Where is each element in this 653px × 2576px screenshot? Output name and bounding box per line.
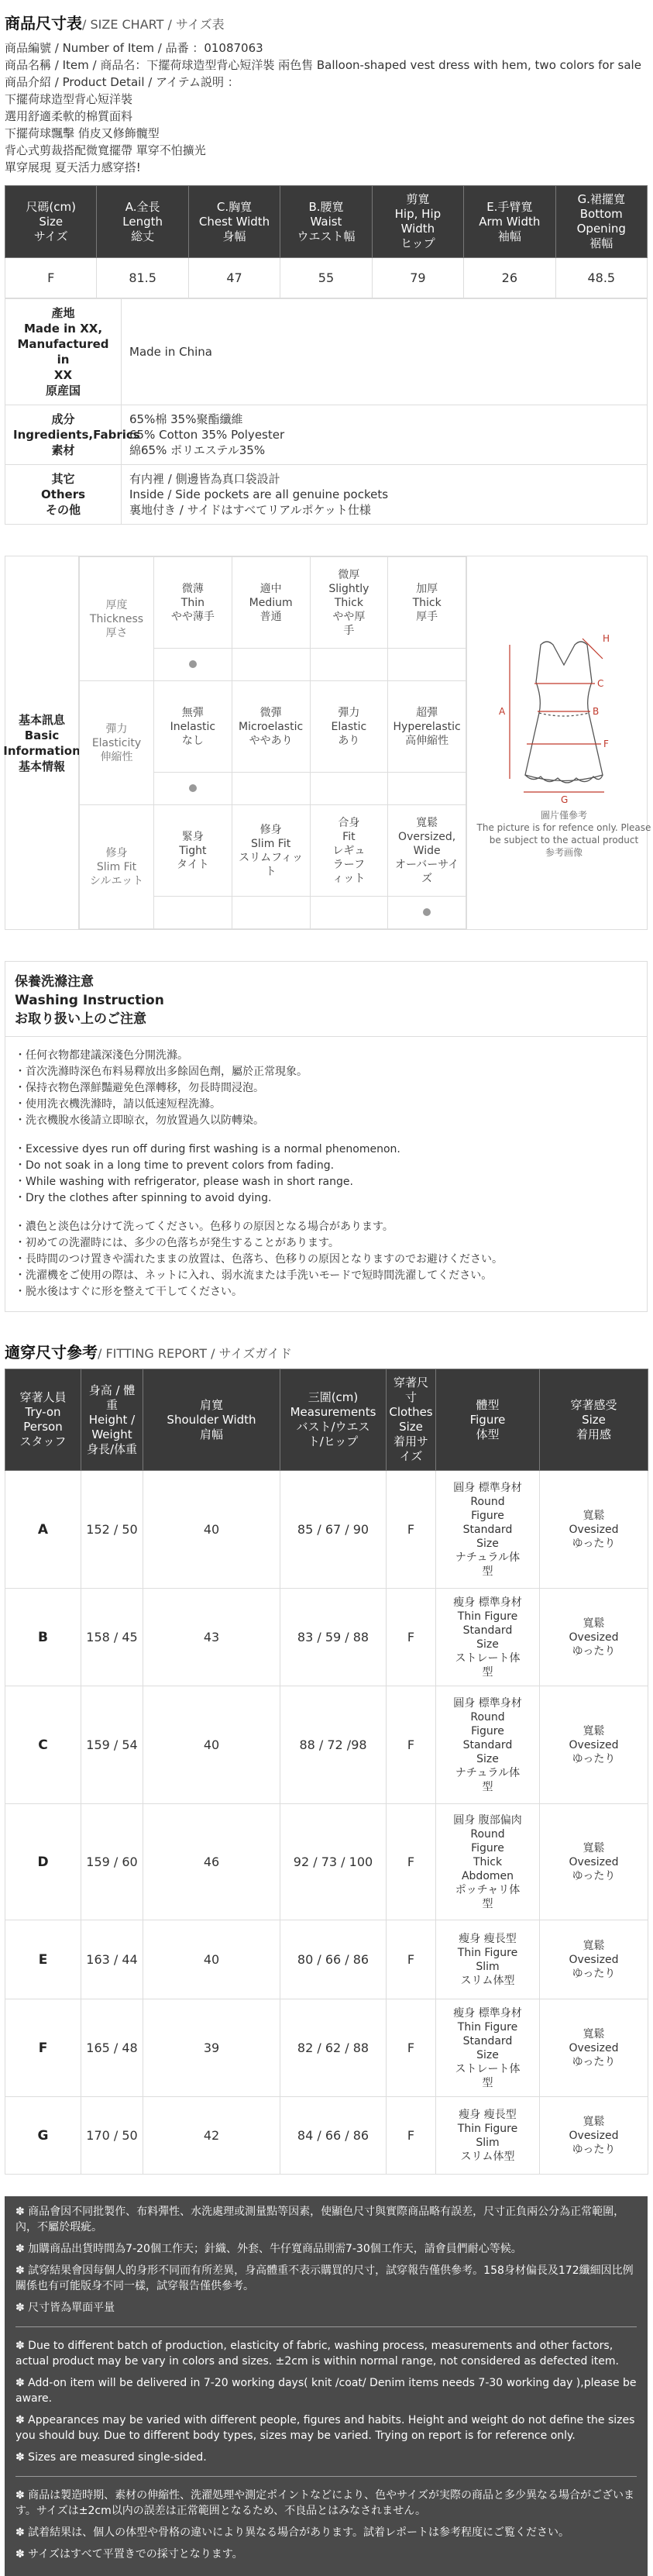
basic-option: 合身 Fit レギュ ラーフ ィット	[310, 805, 388, 897]
fitting-cell: 圓身 標準身材 Round Figure Standard Size ナチュラル体 型	[436, 1471, 540, 1589]
product-info-line: 下擺荷球造型背心短洋裝	[5, 92, 133, 106]
basic-info	[3, 556, 651, 930]
wash-line: ・任何衣物都建議深淺色分開洗滌。	[15, 1049, 188, 1062]
product-info-line: 下擺荷球飄擊 俏皮又修飾髖型	[5, 126, 160, 140]
size-header-cell: 尺碼(cm) Size サイズ	[5, 186, 97, 258]
basic-option: 微彈 Microelastic ややあり	[232, 681, 310, 773]
wash-line: ・保持衣物色澤鮮豔避免色澤轉移，勿長時間浸泡。	[15, 1082, 264, 1094]
fitting-subtitle: / FITTING REPORT / サイズガイド	[98, 1346, 292, 1361]
basic-option-row	[80, 805, 466, 897]
fitting-cell: 92 / 73 / 100	[280, 1804, 387, 1920]
note-line: ✽ 商品は製造時期、素材の伸縮性、洗濯処理や測定ポイントなどにより、色やサイズが実際の商品と多少異なる場合がございます。サイズは±2cm以内の誤差は正常範囲となるため、不良品とはみなされません。	[15, 2489, 635, 2517]
fitting-table-header-row	[5, 1369, 648, 1471]
wash-line: ・Do not soak in a long time to prevent colors from fading.	[15, 1159, 335, 1172]
basic-dot-cell	[232, 897, 310, 929]
note-line: ✽ Due to different batch of production, elasticity of fabric, washing process, measurements and other factors, actual product may be vary in colors and sizes. ±2cm is within normal range, not considered as defected item.	[15, 2340, 619, 2368]
wash-line: ・使用洗衣機洗滌時，請以低速短程洗滌。	[15, 1098, 221, 1111]
fitting-cell: 158 / 45	[81, 1589, 143, 1686]
dress-diagram-icon	[486, 628, 641, 806]
spec-row	[5, 405, 648, 465]
fitting-cell: 82 / 62 / 88	[280, 1999, 387, 2097]
size-cell: 48.5	[555, 258, 647, 298]
fitting-cell: 圓身 腹部偏肉 Round Figure Thick Abdomen ポッチャリ体 型	[436, 1804, 540, 1920]
fitting-cell: 152 / 50	[81, 1471, 143, 1589]
basic-dot-cell	[388, 897, 466, 929]
fitting-cell: 圓身 標準身材 Round Figure Standard Size ナチュラル体 型	[436, 1686, 540, 1804]
fitting-cell: F	[387, 1686, 436, 1804]
fitting-row	[5, 1999, 648, 2097]
product-info-line: 商品介紹 / Product Detail / アイテム説明 ：	[5, 75, 239, 89]
figure-letter-b: B	[593, 705, 600, 717]
selected-dot-icon	[189, 784, 197, 792]
wash-line: ・初めての洗濯時には、多少の色落ちが発生することがあります。	[15, 1237, 339, 1249]
basic-option-row	[80, 557, 466, 649]
fitting-cell: E	[5, 1920, 81, 1999]
basic-attr: 彈力 Elasticity 伸縮性	[80, 681, 154, 805]
basic-dot-cell	[388, 773, 466, 805]
fitting-cell: 88 / 72 /98	[280, 1686, 387, 1804]
basic-dot-cell	[154, 897, 232, 929]
note-line: ✽ 加購商品出貨時間為7-20個工作天；針織、外套、牛仔寬商品則需7-30個工作天，請會員們耐心等候。	[15, 2243, 522, 2255]
fitting-cell: 85 / 67 / 90	[280, 1471, 387, 1589]
spec-label: 產地 Made in XX, Manufactured in XX 原産国	[5, 299, 122, 405]
fitting-cell: 寬鬆 Ovesized ゆったり	[540, 1686, 648, 1804]
size-header-cell: 剪寬 Hip, Hip Width ヒップ	[372, 186, 463, 258]
wash-line: ・首次洗滌時深色布料易釋放出多餘固色劑，屬於正常現象。	[15, 1066, 308, 1078]
basic-attr: 修身 Slim Fit シルエット	[80, 805, 154, 929]
fitting-row	[5, 1589, 648, 1686]
spec-row	[5, 465, 648, 525]
size-header-cell: E.手臂寬 Arm Width 袖幅	[464, 186, 555, 258]
size-header-cell: C.胸寬 Chest Width 身幅	[188, 186, 280, 258]
note-line: ✽ サイズはすべて平置きでの採寸となります。	[15, 2548, 243, 2561]
size-header-cell: G.裙擺寬 Bottom Opening 裾幅	[555, 186, 647, 258]
basic-dot-cell	[310, 897, 388, 929]
note-line: ✽ 試穿結果會因每個人的身形不同而有所差異，身高體重不表示購買的尺寸，試穿報告僅供參考。158身材偏長及172纖細因比例關係也有可能版身不同一樣，試穿報告僅供參考。	[15, 2264, 634, 2292]
fitting-row	[5, 2097, 648, 2175]
fitting-cell: 瘦身 標準身材 Thin Figure Standard Size ストレート体 型	[436, 1589, 540, 1686]
basic-dot-cell	[232, 773, 310, 805]
note-line: ✽ Appearances may be varied with different people, figures and habits. Height and weight do not define the sizes you should buy. Due to different body types, sizes may be varied. Trying on report is for reference only.	[15, 2414, 635, 2442]
figure-note: 圖片僅參考 The picture is for refence only. Please be subject to the actual product 参考画像	[476, 809, 651, 858]
fitting-table	[5, 1369, 648, 2175]
fitting-cell: 170 / 50	[81, 2097, 143, 2175]
product-info	[5, 40, 648, 176]
note-line: ✽ 試着結果は、個人の体型や骨格の違いにより異なる場合があります。試着レポートは参考程度にご覧ください。	[15, 2526, 570, 2539]
fitting-title: 適穿尺寸參考	[5, 1343, 98, 1362]
basic-option: 緊身 Tight タイト	[154, 805, 232, 897]
basic-option: 超彈 Hyperelastic 高伸縮性	[388, 681, 466, 773]
washing-body	[5, 1037, 647, 1311]
product-info-line: 商品名稱 / Item / 商品名：下擺荷球造型背心短洋裝 兩色售 Balloon-shaped vest dress with hem, two colors for sale	[5, 58, 641, 72]
figure-letter-c: C	[597, 677, 604, 689]
fitting-cell: F	[387, 1920, 436, 1999]
fitting-cell: 寬鬆 Ovesized ゆったり	[540, 1920, 648, 1999]
basic-dot-cell	[388, 649, 466, 681]
fitting-cell: F	[387, 1804, 436, 1920]
size-chart-subtitle: / SIZE CHART / サイズ表	[82, 17, 225, 32]
wash-line: ・長時間のつけ置きや濡れたままの放置は、色落ち、色移りの原因となりますのでお避けください。	[15, 1253, 503, 1266]
product-info-line: 背心式剪裁搭配微寬擺帶 單穿不怕擴光	[5, 143, 206, 157]
selected-dot-icon	[189, 660, 197, 668]
fitting-cell: 瘦身 標準身材 Thin Figure Standard Size ストレート体 型	[436, 1999, 540, 2097]
size-cell: 81.5	[97, 258, 188, 298]
fitting-header-cell: 穿著人員 Try-on Person スタッフ	[5, 1369, 81, 1471]
size-chart-header	[5, 0, 648, 33]
basic-option: 微薄 Thin やや薄手	[154, 557, 232, 649]
size-row	[5, 258, 648, 298]
basic-option: 適中 Medium 普通	[232, 557, 310, 649]
spec-label: 其它 Others その他	[5, 465, 122, 525]
fitting-header	[5, 1340, 648, 1369]
basic-dot-cell	[154, 649, 232, 681]
fitting-cell: D	[5, 1804, 81, 1920]
fitting-cell: F	[387, 1999, 436, 2097]
basic-attr: 厚度 Thickness 厚さ	[80, 557, 154, 681]
fitting-cell: 80 / 66 / 86	[280, 1920, 387, 1999]
figure-letter-a: A	[499, 705, 506, 717]
fitting-cell: 165 / 48	[81, 1999, 143, 2097]
fitting-cell: 159 / 54	[81, 1686, 143, 1804]
note-line: ✽ 尺寸皆為單面平量	[15, 2302, 115, 2314]
fitting-cell: 43	[143, 1589, 280, 1686]
fitting-cell: 寬鬆 Ovesized ゆったり	[540, 2097, 648, 2175]
wash-line: ・Excessive dyes run off during first washing is a normal phenomenon.	[15, 1143, 400, 1155]
size-cell: 26	[464, 258, 555, 298]
wash-line: ・While washing with refrigerator, please wash in short range.	[15, 1176, 353, 1188]
wash-gap	[15, 1207, 638, 1219]
fitting-cell: 46	[143, 1804, 280, 1920]
figure-letter-f: F	[603, 738, 609, 749]
basic-option: 修身 Slim Fit スリムフィッ ト	[232, 805, 310, 897]
spec-value: 65%棉 35%聚酯纖維 65% Cotton 35% Polyester 綿65% ポリエステル35%	[122, 405, 648, 465]
fitting-cell: 159 / 60	[81, 1804, 143, 1920]
wash-line: ・洗濯機をご使用の際は、ネットに入れ、弱水流または手洗いモードで短時間洗濯してください。	[15, 1269, 493, 1282]
fitting-cell: G	[5, 2097, 81, 2175]
fitting-cell: 163 / 44	[81, 1920, 143, 1999]
spec-table	[5, 298, 648, 525]
basic-option: 寬鬆 Oversized, Wide オーバーサイ ズ	[388, 805, 466, 897]
fitting-cell: A	[5, 1471, 81, 1589]
size-table	[5, 185, 648, 298]
fitting-header-cell: 身高 / 體 重 Height / Weight 身長/体重	[81, 1369, 143, 1471]
fitting-cell: F	[387, 2097, 436, 2175]
fitting-cell: 瘦身 瘦長型 Thin Figure Slim スリム体型	[436, 2097, 540, 2175]
size-cell: 55	[280, 258, 372, 298]
fitting-cell: 83 / 59 / 88	[280, 1589, 387, 1686]
product-info-line: 商品編號 / Number of Item / 品番 ：01087063	[5, 41, 263, 55]
spec-value: Made in China	[122, 299, 648, 405]
basic-option: 彈力 Elastic あり	[310, 681, 388, 773]
fitting-cell: 寬鬆 Ovesized ゆったり	[540, 1471, 648, 1589]
basic-option-row	[80, 681, 466, 773]
fitting-cell: 寬鬆 Ovesized ゆったり	[540, 1999, 648, 2097]
washing-instruction	[5, 961, 648, 1312]
fitting-cell: 40	[143, 1686, 280, 1804]
wash-line: ・脱水後はすぐに形を整えて干してください。	[15, 1286, 242, 1298]
figure-letter-g: G	[561, 794, 569, 805]
size-header-cell: B.腰寬 Waist ウエスト幅	[280, 186, 372, 258]
fitting-cell: 瘦身 瘦長型 Thin Figure Slim スリム体型	[436, 1920, 540, 1999]
fitting-cell: F	[387, 1471, 436, 1589]
fitting-cell: 42	[143, 2097, 280, 2175]
fitting-header-cell: 三圍(cm) Measurements バスト/ウエス ト/ヒップ	[280, 1369, 387, 1471]
product-info-line: 單穿展現 夏天活力感穿搭!	[5, 160, 141, 174]
fitting-header-cell: 穿著感受 Size 着用感	[540, 1369, 648, 1471]
size-cell: 79	[372, 258, 463, 298]
figure-letter-h: H	[603, 632, 610, 644]
basic-dot-cell	[310, 649, 388, 681]
note-line: ✽ Sizes are measured single-sided.	[15, 2451, 207, 2464]
basic-info-label: 基本訊息 Basic Information 基本情報	[5, 556, 79, 929]
fitting-row	[5, 1920, 648, 1999]
fitting-cell: 寬鬆 Ovesized ゆったり	[540, 1804, 648, 1920]
basic-dot-cell	[232, 649, 310, 681]
note-line: ✽ 商品會因不同批製作、布料彈性、水洗處理或測量點等因素，使顯色尺寸與實際商品略有誤差，尺寸正負兩公分為正常範圍，內，不屬於瑕疵。	[15, 2206, 625, 2233]
wash-line: ・Dry the clothes after spinning to avoid dying.	[15, 1192, 272, 1204]
fitting-row	[5, 1804, 648, 1920]
fitting-row	[5, 1471, 648, 1589]
size-cell: F	[5, 258, 97, 298]
basic-option: 加厚 Thick 厚手	[388, 557, 466, 649]
selected-dot-icon	[423, 908, 431, 916]
notes-divider	[15, 2476, 637, 2477]
wash-gap	[15, 1129, 638, 1142]
spec-label: 成分 Ingredients,Fabrics 素材	[5, 405, 122, 465]
fitting-cell: 84 / 66 / 86	[280, 2097, 387, 2175]
basic-option: 無彈 Inelastic なし	[154, 681, 232, 773]
basic-option: 微厚 Slightly Thick やや厚 手	[310, 557, 388, 649]
washing-title: 保養洗滌注意 Washing Instruction お取り扱い上のご注意	[5, 962, 647, 1037]
garment-figure	[466, 556, 653, 929]
basic-dot-cell	[154, 773, 232, 805]
wash-line: ・洗衣機脫水後請立即晾衣，勿放置過久以防轉染。	[15, 1114, 264, 1127]
fitting-cell: 寬鬆 Ovesized ゆったり	[540, 1589, 648, 1686]
fitting-header-cell: 體型 Figure 体型	[436, 1369, 540, 1471]
notes-box	[5, 2196, 648, 2576]
wash-line: ・濃色と淡色は分けて洗ってください。色移りの原因となる場合があります。	[15, 1221, 394, 1233]
spec-value: 有内裡 / 側邊皆為真口袋設計 Inside / Side pockets are all genuine pockets 裏地付き / サイドはすべてリアルポケット仕様	[122, 465, 648, 525]
size-table-header-row	[5, 186, 648, 258]
fitting-cell: C	[5, 1686, 81, 1804]
size-header-cell: A.全長 Length 総丈	[97, 186, 188, 258]
fitting-cell: B	[5, 1589, 81, 1686]
product-info-line: 選用舒適柔軟的棉質面料	[5, 109, 133, 123]
note-line: ✽ Add-on item will be delivered in 7-20 working days( knit /coat/ Denim items needs 7-30 working day ),please be aware.	[15, 2377, 637, 2405]
fitting-cell: F	[5, 1999, 81, 2097]
notes-divider	[15, 2326, 637, 2327]
fitting-cell: 40	[143, 1471, 280, 1589]
fitting-cell: 40	[143, 1920, 280, 1999]
fitting-row	[5, 1686, 648, 1804]
basic-dot-cell	[310, 773, 388, 805]
size-chart-title: 商品尺寸表	[5, 14, 82, 33]
size-cell: 47	[188, 258, 280, 298]
spec-row	[5, 299, 648, 405]
basic-info-grid	[79, 556, 466, 929]
fitting-header-cell: 肩寬 Shoulder Width 肩幅	[143, 1369, 280, 1471]
fitting-header-cell: 穿著尺 寸 Clothes Size 着用サ イズ	[387, 1369, 436, 1471]
fitting-cell: F	[387, 1589, 436, 1686]
fitting-cell: 39	[143, 1999, 280, 2097]
